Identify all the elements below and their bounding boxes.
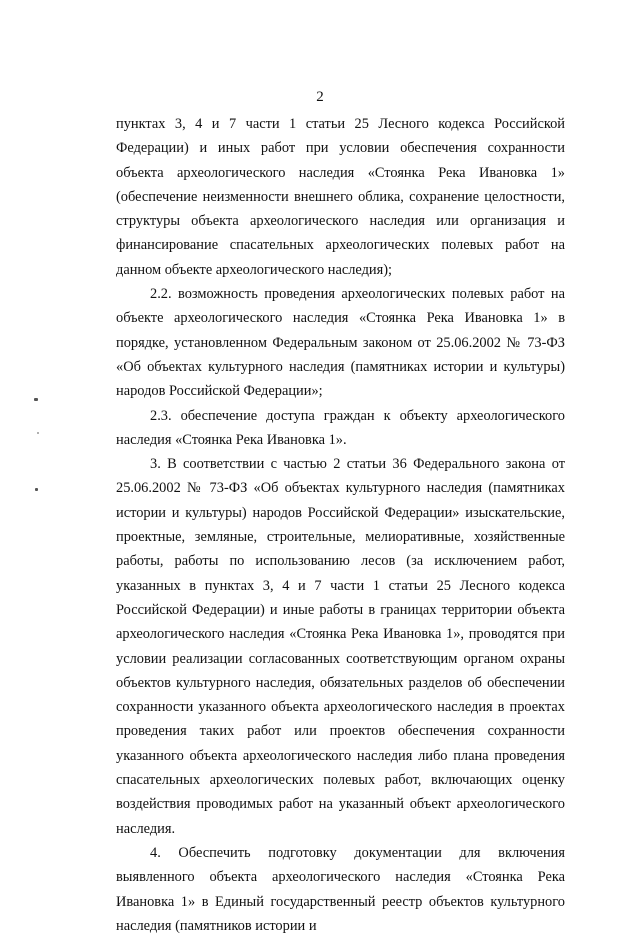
paragraph-2-3: 2.3. обеспечение доступа граждан к объекту археологического наследия «Стоянка Река Ивановка 1». xyxy=(116,407,565,448)
scan-mark xyxy=(34,398,38,401)
page-number: 2 xyxy=(316,89,324,105)
paragraph-continuation: пунктах 3, 4 и 7 части 1 статьи 25 Лесного кодекса Российской Федерации) и иных работ при условии обеспечения сохранности объекта археологического наследия «Стоянка Река Ивановка 1» (обеспечение неизменности внешнего облика, сохранение целостности, структуры объекта археологического наследия или организация и финансирование спасательных археологических полевых работ на данном объекте археологического наследия); xyxy=(116,116,565,278)
document-body xyxy=(116,112,565,938)
paragraph-2-2: 2.2. возможность проведения археологических полевых работ на объекте археологического наследия «Стоянка Река Ивановка 1» в порядке, установленном Федеральным законом от 25.06.2002 № 73-ФЗ «Об объектах культурного наследия (памятниках истории и культуры) народов Российской Федерации»; xyxy=(116,286,565,400)
scan-mark xyxy=(37,432,39,434)
paragraph-4: 4. Обеспечить подготовку документации для включения выявленного объекта археологического наследия «Стоянка Река Ивановка 1» в Единый государственный реестр объектов культурного наследия (памятников истории и xyxy=(116,844,565,934)
scan-mark xyxy=(35,488,38,491)
paragraph-3: 3. В соответствии с частью 2 статьи 36 Федерального закона от 25.06.2002 № 73-ФЗ «Об объектах культурного наследия (памятниках истории и культуры) народов Российской Федерации» изыскательские, проектные, земляные, строительные, мелиоративные, хозяйственные работы, работы по использованию лесов (за исключением работ, указанных в пунктах 3, 4 и 7 части 1 статьи 25 Лесного кодекса Российской Федерации) и иные работы в границах территории объекта археологического наследия «Стоянка Река Ивановка 1», проводятся при условии реализации согласованных соответствующим органом охраны объектов культурного наследия, обязательных разделов об обеспечении сохранности указанного объекта археологического наследия в проектах проведения таких работ или проектов обеспечения сохранности указанного объекта археологического наследия либо плана проведения спасательных археологических полевых работ, включающих оценку воздействия проводимых работ на указанный объект археологического наследия. xyxy=(116,456,565,837)
